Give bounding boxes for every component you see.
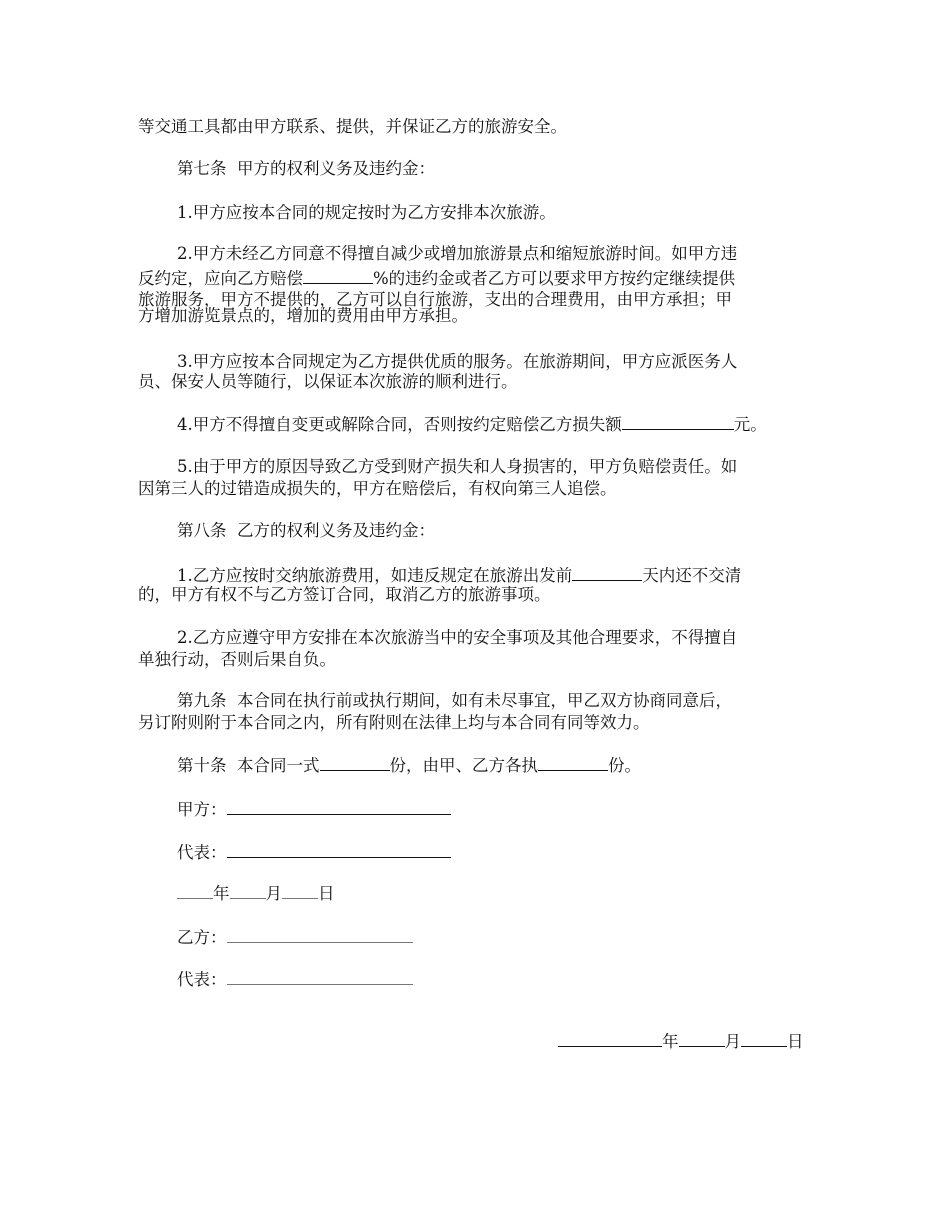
text: 因第三人的过错造成损失的，甲方在赔偿后，有权向第三人追偿。 bbox=[138, 479, 617, 498]
year-blank bbox=[177, 880, 213, 899]
text: 天内还不交清 bbox=[642, 566, 742, 585]
sign-date-final bbox=[558, 1028, 804, 1053]
article-7-item-3-line-2 bbox=[138, 370, 518, 393]
text: 第十条 本合同一式 bbox=[177, 756, 320, 775]
text: 第七条 甲方的权利义务及违约金： bbox=[177, 159, 435, 178]
text: 等交通工具都由甲方联系、提供，并保证乙方的旅游安全。 bbox=[138, 117, 567, 136]
rep-b-label: 代表： bbox=[177, 970, 227, 989]
rep-b-signature bbox=[177, 966, 413, 991]
copies-each-blank bbox=[538, 752, 608, 771]
text: 2.甲方未经乙方同意不得擅自减少或增加旅游景点和缩短旅游时间。如甲方违 bbox=[177, 244, 738, 263]
article-9-line-2 bbox=[138, 711, 650, 734]
rep-b-blank bbox=[227, 966, 413, 985]
text: 第九条 本合同在执行前或执行期间，如有未尽事宜，甲乙双方协商同意后， bbox=[177, 691, 732, 710]
article-7-item-4 bbox=[177, 411, 767, 436]
article-7-item-5-line-2 bbox=[138, 477, 617, 500]
article-8-item-2-line-1 bbox=[177, 626, 737, 649]
text: 元。 bbox=[733, 415, 767, 434]
day-blank bbox=[741, 1028, 787, 1047]
text: 5.由于甲方的原因导致乙方受到财产损失和人身损害的，甲方负赔偿责任。如 bbox=[177, 457, 738, 476]
article-7-item-1 bbox=[177, 201, 556, 224]
year-blank bbox=[558, 1028, 662, 1047]
text: 年 bbox=[662, 1032, 679, 1051]
party-b-signature bbox=[177, 924, 413, 949]
text: 方增加游览景点的，增加的费用由甲方承担。 bbox=[138, 306, 468, 325]
days-blank bbox=[572, 562, 642, 581]
party-b-label: 乙方： bbox=[177, 928, 227, 947]
article-7-item-5-line-1 bbox=[177, 455, 737, 478]
text: 份，由甲、乙方各执 bbox=[389, 756, 538, 775]
text: 旅游服务，甲方不提供的，乙方可以自行旅游，支出的合理费用，由甲方承担；甲 bbox=[138, 290, 732, 309]
article-7-item-2-line-1 bbox=[177, 242, 737, 265]
text: 4.甲方不得擅自变更或解除合同，否则按约定赔偿乙方损失额 bbox=[177, 415, 622, 434]
party-b-blank bbox=[227, 924, 413, 943]
article-7-item-2-line-2 bbox=[138, 265, 735, 290]
paragraph-tail bbox=[138, 115, 567, 138]
day-blank bbox=[282, 880, 318, 899]
party-a-label: 甲方： bbox=[177, 800, 227, 819]
amount-blank bbox=[622, 411, 734, 430]
rep-a-label: 代表： bbox=[177, 843, 227, 862]
text: 2.乙方应遵守甲方安排在本次旅游当中的安全事项及其他合理要求，不得擅自 bbox=[177, 628, 738, 647]
text: 第八条 乙方的权利义务及违约金： bbox=[177, 521, 435, 540]
article-7-item-2-line-4 bbox=[138, 304, 468, 327]
text: 反约定，应向乙方赔偿 bbox=[138, 269, 303, 288]
percent-blank bbox=[303, 265, 373, 284]
article-10 bbox=[177, 752, 641, 777]
text: 日 bbox=[318, 884, 335, 903]
text: 年 bbox=[213, 884, 230, 903]
article-8-item-1-line-2 bbox=[138, 583, 551, 606]
rep-a-blank bbox=[227, 839, 451, 858]
party-a-blank bbox=[227, 796, 451, 815]
text: 份。 bbox=[608, 756, 641, 775]
rep-a-signature bbox=[177, 839, 451, 864]
text: 3.甲方应按本合同规定为乙方提供优质的服务。在旅游期间，甲方应派医务人 bbox=[177, 352, 738, 371]
text: 另订附则附于本合同之内，所有附则在法律上均与本合同有同等效力。 bbox=[138, 713, 650, 732]
party-a-signature bbox=[177, 796, 451, 821]
text: 单独行动，否则后果自负。 bbox=[138, 650, 336, 669]
article-8-title bbox=[177, 519, 435, 542]
text: 月 bbox=[265, 884, 282, 903]
text: 员、保安人员等随行，以保证本次旅游的顺利进行。 bbox=[138, 372, 518, 391]
text: %的违约金或者乙方可以要求甲方按约定继续提供 bbox=[373, 269, 736, 288]
article-7-title bbox=[177, 157, 435, 180]
article-8-item-2-line-2 bbox=[138, 648, 336, 671]
month-blank bbox=[679, 1028, 725, 1047]
sign-date-a bbox=[177, 880, 335, 905]
text: 的，甲方有权不与乙方签订合同，取消乙方的旅游事项。 bbox=[138, 585, 551, 604]
article-9-line-1 bbox=[177, 689, 732, 712]
text: 月 bbox=[724, 1032, 741, 1051]
text: 1.甲方应按本合同的规定按时为乙方安排本次旅游。 bbox=[177, 203, 556, 222]
text: 日 bbox=[787, 1032, 804, 1051]
copies-blank bbox=[320, 752, 390, 771]
month-blank bbox=[230, 880, 266, 899]
text: 1.乙方应按时交纳旅游费用，如违反规定在旅游出发前 bbox=[177, 566, 573, 585]
